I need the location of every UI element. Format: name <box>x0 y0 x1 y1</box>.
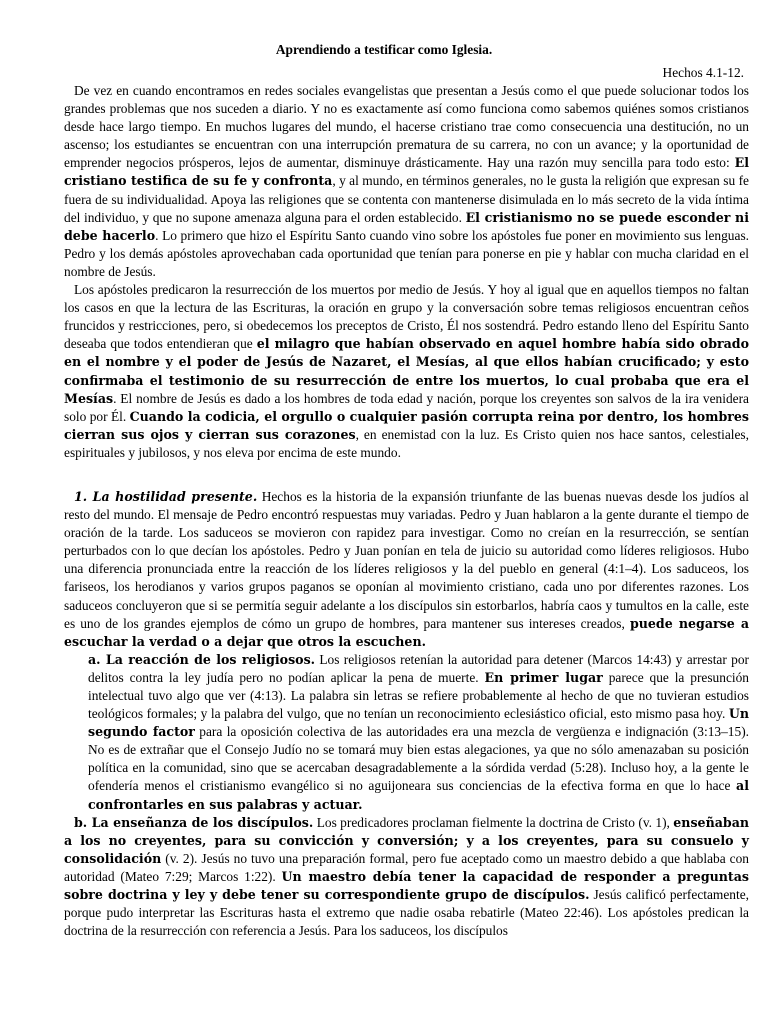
bold-run: el milagro que habían observado en aquel hombre había sido obrado en el nombre y el poder de Jesús de Nazaret, el Mesías, al que ellos habían crucificado; y esto confirmaba el testimonio de su resurrección de entre los muertos, lo cual probaba que era el Mesías <box>64 336 749 406</box>
text-run: Los religiosos retenían la autoridad para detener (Marcos 14:43) y arrestar por delitos contra la ley judía pero no podían aplicar la pena de muerte. <box>88 651 749 685</box>
text-run: , y al mundo, en términos generales, no le gusta la religión que expresan su fe fuera de su individualidad. Apoya las religiones que se contenta con mantenerse disimulada en lo más secreto de la vida íntima del individuo, y que no supone amenaza alguna para el orden establecido. <box>64 173 749 225</box>
text-run: De vez en cuando encontramos en redes sociales evangelistas que presentan a Jesús como el que puede solucionar todos los grandes problemas que nos suceden a diario. Y no es exactamente así como funciona como sabemos quiénes somos cristianos desde hace largo tiempo. En muchos lugares del mundo, el hacerse cristiano trae como consecuencia una destitución, no un ascenso; los estudiantes se encuentran con una interrupción prematura de su carrera, no con un avance; y la oportunidad de emprender negocios prósperos, lejos de aumentar, disminuye drásticamente. Hay una razón muy sencilla para todo esto: <box>64 83 749 171</box>
bold-run: En primer lugar <box>484 669 603 685</box>
subsection-heading: a. La reacción de los religiosos. <box>88 651 316 667</box>
text-run: Los predicadores proclaman fielmente la doctrina de Cristo (v. 1), <box>313 814 674 830</box>
scripture-reference: Hechos 4.1-12. <box>662 65 744 80</box>
text-run: , en enemistad con la luz. Es Cristo quien nos hace santos, celestiales, espirituales y jubilosos, y nos eleva por encima de este mundo. <box>64 426 749 460</box>
paragraph-spacer <box>64 462 749 488</box>
subsection-b <box>64 814 749 941</box>
section-heading: 1. La hostilidad presente. <box>74 488 258 504</box>
subsection-a <box>88 651 749 814</box>
bold-run: El cristianismo no se puede esconder ni debe hacerlo <box>64 209 749 243</box>
bold-run: Un maestro debía tener la capacidad de responder a preguntas sobre doctrina y ley y debe tener su correspondiente grupo de discípulos. <box>64 868 749 903</box>
text-run: parece que la presunción intelectual tuvo algo que ver (4:13). La palabra sin letras se refiere probablemente al hecho de que no tuvieran estudios teológicos formales; y la palabra del vulgo, que no tenían un reconocimiento eclesiástico oficial, esto mismo pasa hoy. <box>88 669 750 722</box>
text-run: Los apóstoles predicaron la resurrección de los muertos por medio de Jesús. Y hoy al igual que en aquellos tiempos no faltan los casos en que la lectura de las Escrituras, la oración en grupo y la conversación sobre temas religiosos encuentran ceños fruncidos y restricciones, pero, si obedecemos los preceptos de Cristo, Él nos sostendrá. Pedro estando lleno del Espíritu Santo deseaba que todos entendieran que <box>64 282 749 352</box>
bold-run: enseñaban a los no creyentes, para su convicción y conversión; y a los creyentes, para su consuelo y consolidación <box>64 814 750 866</box>
text-run: . El nombre de Jesús es dado a los hombres de toda edad y nación, porque los creyentes son salvos de la ira venidera solo por Él. <box>64 390 749 424</box>
text-run: (v. 2). Jesús no tuvo una preparación formal, pero fue aceptado como un maestro debido a que hablaba con autoridad (Mateo 7:29; Marcos 1:22). <box>64 850 749 884</box>
bold-run: El cristiano testifica de su fe y confronta <box>64 155 749 189</box>
bold-run: Un segundo factor <box>88 706 749 740</box>
document-title: Aprendiendo a testificar como Iglesia. <box>275 42 493 57</box>
text-run: . Lo primero que hizo el Espíritu Santo cuando vino sobre los apóstoles fue poner en movimiento sus lenguas. Pedro y los demás apóstoles aprovechaban cada oportunidad que tenían para ponerse en pie y hablar con mucha claridad en el nombre de Jesús. <box>64 227 749 279</box>
text-run: Jesús calificó perfectamente, porque pudo interpretar las Escrituras hasta el extremo que nadie osaba rebatirle (Mateo 22:46). Los apóstoles predican la doctrina de la resurrección con referencia a Jesús. Para los saduceos, los discípulos <box>64 887 749 939</box>
subsection-heading: b. La enseñanza de los discípulos. <box>74 814 314 830</box>
bold-run: puede negarse a escuchar la verdad o a dejar que otros la escuchen. <box>64 615 749 649</box>
document-body <box>64 82 749 940</box>
subsection-container <box>88 651 749 814</box>
text-run: para la oposición colectiva de las autoridades era una mezcla de vergüenza e indignación (3:13–15). No es de extrañar que el Consejo Judío no se tomará muy bien estas alegaciones, ya que no sólo amenazaban su posición política en la comunidad, sino que se acercaban desagradablemente a la sórdida verdad (5:28). Incluso hoy, a la gente le ofendería menos el cristianismo evangélico si no aguijoneara sus conciencias de la efectiva forma en que lo hace <box>88 724 750 794</box>
text-run: Hechos es la historia de la expansión triunfante de las buenas nuevas desde los judíos al resto del mundo. El mensaje de Pedro encontró respuestas muy variadas. Pedro y Juan hablaron a la gente durante el tiempo de oración de la tarde. Los saduceos se movieron con rapidez para investigar. Como no creían en la resurrección, se sentían perturbados con lo que decían los apóstoles. Pedro y Juan ponían en tela de juicio su autoridad como líderes religiosos. Hubo una diferencia pronunciada entre la reacción de los líderes religiosos y la del pueblo en general (4:1–4). Los saduceos, los fariseos, los herodianos y varios grupos paganos se oponían al movimiento cristiano, cada uno por diferentes razones. Los saduceos concluyeron que si se permitía seguir adelante a los discípulos sin estorbarlos, habría caos y tumultos en la calle, este es uno de los grandes ejemplos de cómo un grupo de hombres, para mantener sus intereses creados, <box>64 488 749 631</box>
bold-run: Cuando la codicia, el orgullo o cualquier pasión corrupta reina por dentro, los hombres cierran sus ojos y cierran sus corazones <box>64 408 749 442</box>
paragraph-intro <box>64 82 749 281</box>
bold-run: al confrontarles en sus palabras y actuar. <box>88 778 749 812</box>
section-hostility <box>64 488 749 651</box>
paragraph-resurrection <box>64 281 749 462</box>
